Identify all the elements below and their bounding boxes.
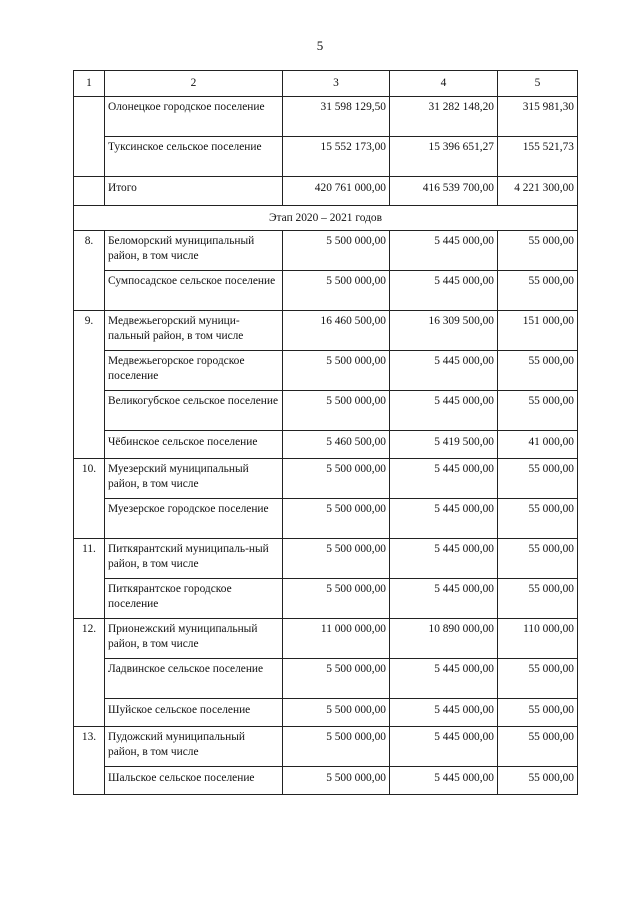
row-name-cell: Муезерское городское поселение [105,499,283,539]
local-amount-cell: 55 000,00 [498,699,578,727]
local-amount-cell: 41 000,00 [498,431,578,459]
republic-amount-cell: 5 445 000,00 [390,767,498,795]
header-row [74,71,578,97]
total-amount-cell: 16 460 500,00 [283,311,390,351]
row-name-cell: Шуйское сельское поселение [105,699,283,727]
republic-amount-cell: 5 445 000,00 [390,727,498,767]
table-row [74,727,578,767]
row-name-cell: Ладвинское сельское поселение [105,659,283,699]
row-name-cell: Медвежьегорское городское поселение [105,351,283,391]
republic-amount-cell: 16 309 500,00 [390,311,498,351]
row-name-cell: Шальское сельское поселение [105,767,283,795]
table-row [74,499,578,539]
republic-amount-cell: 10 890 000,00 [390,619,498,659]
table-row [74,619,578,659]
local-amount-cell: 55 000,00 [498,271,578,311]
row-number-cell: 9. [74,311,105,459]
total-amount-cell: 5 500 000,00 [283,351,390,391]
column-header: 3 [283,71,390,97]
total-amount-cell: 420 761 000,00 [283,177,390,206]
row-number-cell: 10. [74,459,105,539]
row-name-cell: Сумпосадское сельское поселение [105,271,283,311]
page-number: 5 [316,38,324,53]
table-row [74,177,578,206]
allocation-table [73,70,578,795]
table-row [74,579,578,619]
row-name-cell: Пудожский муниципальный район, в том числе [105,727,283,767]
local-amount-cell: 315 981,30 [498,97,578,137]
stage-label: Этап 2020 – 2021 годов [74,206,578,231]
table-row [74,231,578,271]
republic-amount-cell: 5 445 000,00 [390,499,498,539]
row-name-cell: Прионежский муниципальный район, в том числе [105,619,283,659]
table-row [74,391,578,431]
row-number-cell [74,177,105,206]
table-row [74,351,578,391]
republic-amount-cell: 15 396 651,27 [390,137,498,177]
row-name-cell: Питкярантский муниципаль-ный район, в том числе [105,539,283,579]
total-amount-cell: 5 500 000,00 [283,499,390,539]
table-row [74,137,578,177]
row-number-cell: 12. [74,619,105,727]
local-amount-cell: 55 000,00 [498,499,578,539]
table-row [74,539,578,579]
local-amount-cell: 151 000,00 [498,311,578,351]
row-number-cell: 11. [74,539,105,619]
total-amount-cell: 15 552 173,00 [283,137,390,177]
republic-amount-cell: 5 445 000,00 [390,231,498,271]
total-amount-cell: 5 500 000,00 [283,579,390,619]
republic-amount-cell: 5 445 000,00 [390,351,498,391]
table-body [74,71,578,795]
republic-amount-cell: 5 445 000,00 [390,699,498,727]
total-amount-cell: 5 460 500,00 [283,431,390,459]
local-amount-cell: 55 000,00 [498,391,578,431]
republic-amount-cell: 5 445 000,00 [390,579,498,619]
column-header: 1 [74,71,105,97]
local-amount-cell: 4 221 300,00 [498,177,578,206]
local-amount-cell: 55 000,00 [498,231,578,271]
row-number-cell: 13. [74,727,105,795]
total-amount-cell: 5 500 000,00 [283,699,390,727]
total-amount-cell: 5 500 000,00 [283,727,390,767]
row-number-cell [74,97,105,177]
republic-amount-cell: 5 445 000,00 [390,659,498,699]
total-amount-cell: 5 500 000,00 [283,231,390,271]
local-amount-cell: 155 521,73 [498,137,578,177]
row-name-cell: Олонецкое городское поселение [105,97,283,137]
column-header: 2 [105,71,283,97]
local-amount-cell: 110 000,00 [498,619,578,659]
total-amount-cell: 31 598 129,50 [283,97,390,137]
stage-row [74,206,578,231]
column-header: 4 [390,71,498,97]
republic-amount-cell: 5 445 000,00 [390,539,498,579]
total-amount-cell: 5 500 000,00 [283,767,390,795]
total-amount-cell: 5 500 000,00 [283,391,390,431]
total-amount-cell: 11 000 000,00 [283,619,390,659]
republic-amount-cell: 5 445 000,00 [390,271,498,311]
row-name-cell: Великогубское сельское поселение [105,391,283,431]
table-row [74,459,578,499]
local-amount-cell: 55 000,00 [498,579,578,619]
local-amount-cell: 55 000,00 [498,351,578,391]
total-amount-cell: 5 500 000,00 [283,459,390,499]
row-name-cell: Питкярантское городское поселение [105,579,283,619]
table-row [74,699,578,727]
row-name-cell: Медвежьегорский муници-пальный район, в том числе [105,311,283,351]
table-row [74,767,578,795]
table-row [74,659,578,699]
total-amount-cell: 5 500 000,00 [283,271,390,311]
total-amount-cell: 5 500 000,00 [283,539,390,579]
republic-amount-cell: 416 539 700,00 [390,177,498,206]
row-name-cell: Муезерский муниципальный район, в том числе [105,459,283,499]
row-name-cell: Беломорский муниципальный район, в том числе [105,231,283,271]
local-amount-cell: 55 000,00 [498,727,578,767]
republic-amount-cell: 5 419 500,00 [390,431,498,459]
row-number-cell: 8. [74,231,105,311]
table-row [74,311,578,351]
column-header: 5 [498,71,578,97]
republic-amount-cell: 5 445 000,00 [390,391,498,431]
table-row [74,97,578,137]
local-amount-cell: 55 000,00 [498,539,578,579]
row-name-cell: Туксинское сельское поселение [105,137,283,177]
local-amount-cell: 55 000,00 [498,659,578,699]
table-row [74,271,578,311]
row-name-cell: Итого [105,177,283,206]
table-row [74,431,578,459]
republic-amount-cell: 5 445 000,00 [390,459,498,499]
total-amount-cell: 5 500 000,00 [283,659,390,699]
local-amount-cell: 55 000,00 [498,459,578,499]
local-amount-cell: 55 000,00 [498,767,578,795]
republic-amount-cell: 31 282 148,20 [390,97,498,137]
row-name-cell: Чёбинское сельское поселение [105,431,283,459]
